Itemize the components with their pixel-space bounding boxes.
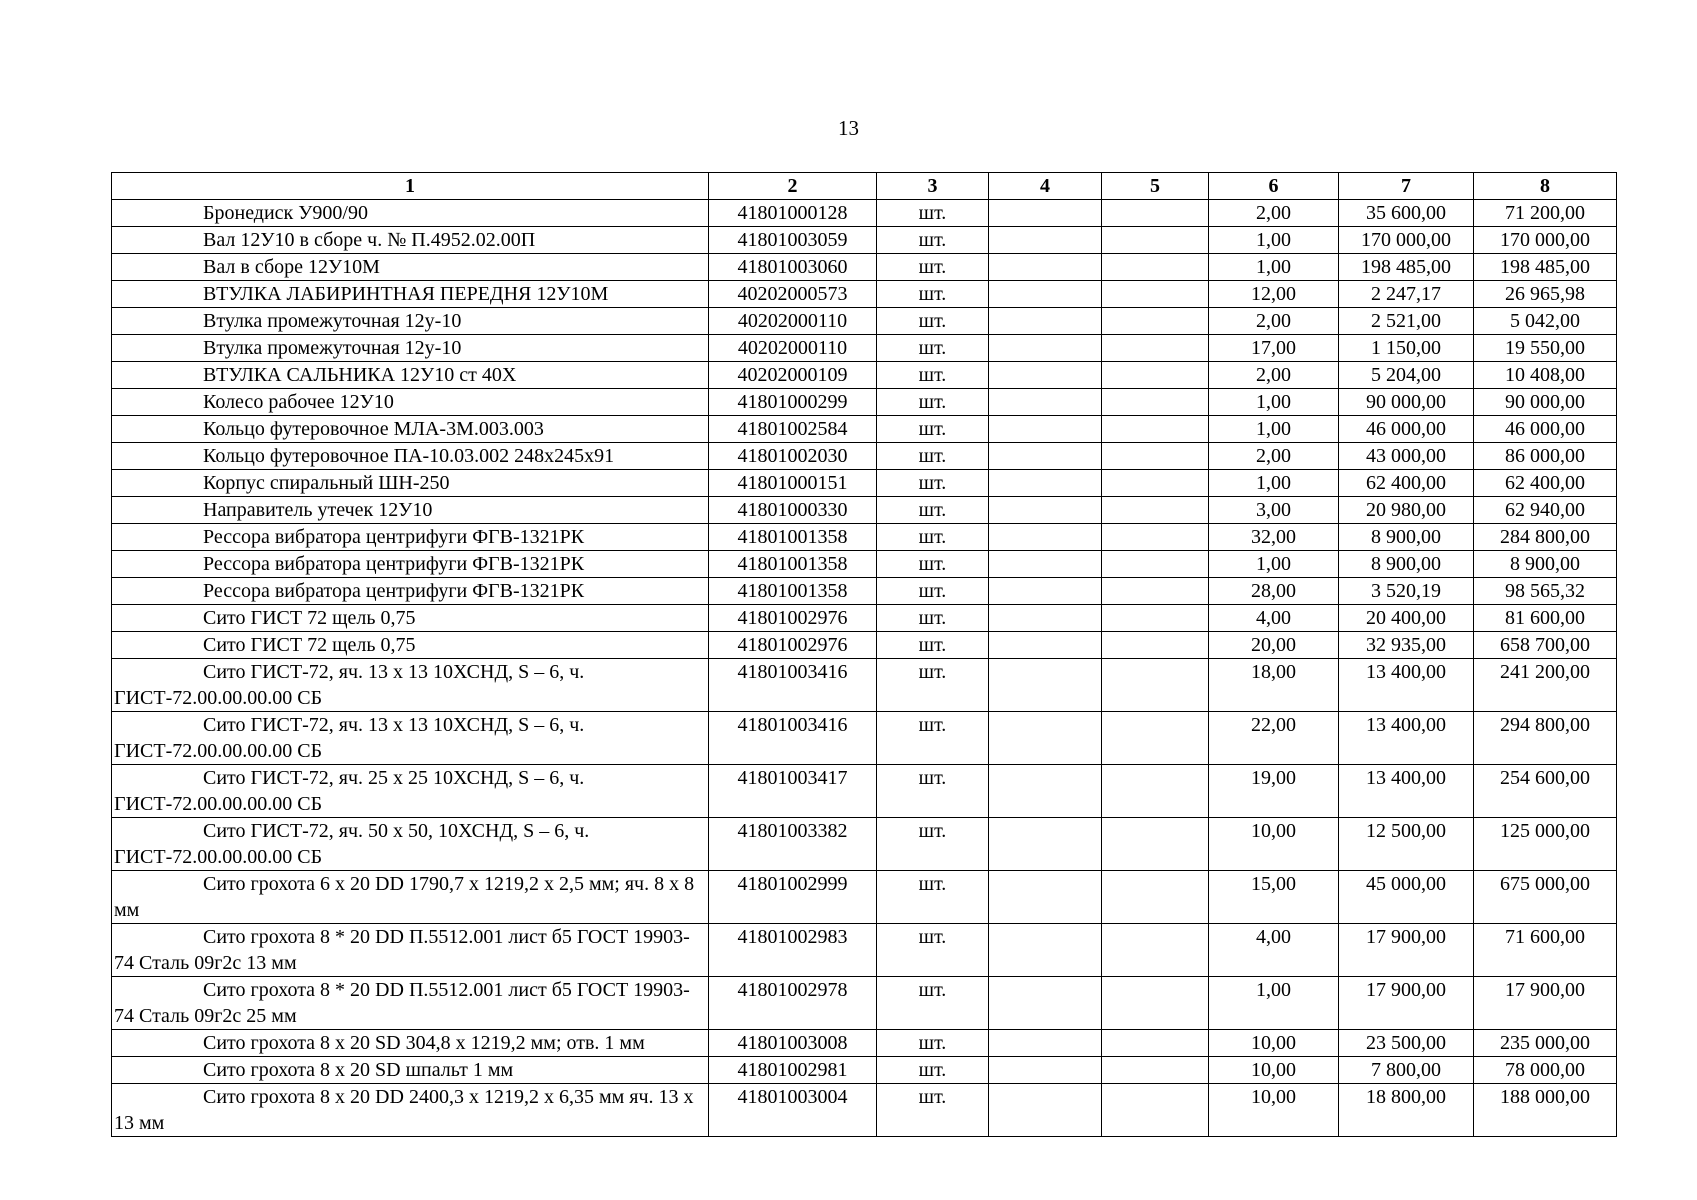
table-row <box>112 389 1617 416</box>
col4-cell <box>989 605 1102 632</box>
quantity-cell: 2,00 <box>1209 362 1339 389</box>
sum-cell: 62 940,00 <box>1474 497 1617 524</box>
item-code-cell: 41801000128 <box>709 200 877 227</box>
col5-cell <box>1102 632 1209 659</box>
price-cell: 43 000,00 <box>1339 443 1474 470</box>
table-row <box>112 443 1617 470</box>
sum-cell: 294 800,00 <box>1474 712 1617 765</box>
table-row <box>112 416 1617 443</box>
table-row <box>112 335 1617 362</box>
item-name-cell: Сито ГИСТ 72 щель 0,75 <box>112 605 709 632</box>
col4-cell <box>989 443 1102 470</box>
item-code-cell: 41801002983 <box>709 924 877 977</box>
sum-cell: 658 700,00 <box>1474 632 1617 659</box>
table-row <box>112 308 1617 335</box>
sum-cell: 19 550,00 <box>1474 335 1617 362</box>
item-code-cell: 40202000110 <box>709 335 877 362</box>
col4-cell <box>989 632 1102 659</box>
sum-cell: 78 000,00 <box>1474 1057 1617 1084</box>
item-code-cell: 41801003416 <box>709 712 877 765</box>
item-name-cell: Сито ГИСТ-72, яч. 25 х 25 10ХСНД, S – 6, ч. ГИСТ-72.00.00.00.00 СБ <box>112 765 709 818</box>
sum-cell: 170 000,00 <box>1474 227 1617 254</box>
col4-cell <box>989 765 1102 818</box>
item-name-cell: Вал 12У10 в сборе ч. № П.4952.02.00П <box>112 227 709 254</box>
unit-cell: шт. <box>877 818 989 871</box>
unit-cell: шт. <box>877 977 989 1030</box>
items-table <box>111 172 1617 1137</box>
col5-cell <box>1102 924 1209 977</box>
sum-cell: 46 000,00 <box>1474 416 1617 443</box>
item-name-cell: Сито грохота 8 х 20 SD шпальт 1 мм <box>112 1057 709 1084</box>
col5-cell <box>1102 1057 1209 1084</box>
quantity-cell: 18,00 <box>1209 659 1339 712</box>
quantity-cell: 10,00 <box>1209 1057 1339 1084</box>
col4-cell <box>989 335 1102 362</box>
col5-cell <box>1102 605 1209 632</box>
header-col-7: 7 <box>1339 173 1474 200</box>
item-name-cell: Вал в сборе 12У10М <box>112 254 709 281</box>
unit-cell: шт. <box>877 551 989 578</box>
item-code-cell: 41801000330 <box>709 497 877 524</box>
sum-cell: 81 600,00 <box>1474 605 1617 632</box>
price-cell: 7 800,00 <box>1339 1057 1474 1084</box>
item-code-cell: 41801003416 <box>709 659 877 712</box>
sum-cell: 62 400,00 <box>1474 470 1617 497</box>
item-name-cell: Рессора вибратора центрифуги ФГВ-1321РК <box>112 524 709 551</box>
price-cell: 13 400,00 <box>1339 659 1474 712</box>
item-name-cell: Сито грохота 8 х 20 SD 304,8 х 1219,2 мм; отв. 1 мм <box>112 1030 709 1057</box>
header-col-2: 2 <box>709 173 877 200</box>
price-cell: 32 935,00 <box>1339 632 1474 659</box>
sum-cell: 98 565,32 <box>1474 578 1617 605</box>
table-row <box>112 632 1617 659</box>
sum-cell: 254 600,00 <box>1474 765 1617 818</box>
table-row <box>112 551 1617 578</box>
col4-cell <box>989 227 1102 254</box>
quantity-cell: 1,00 <box>1209 254 1339 281</box>
quantity-cell: 28,00 <box>1209 578 1339 605</box>
col5-cell <box>1102 470 1209 497</box>
sum-cell: 675 000,00 <box>1474 871 1617 924</box>
col4-cell <box>989 818 1102 871</box>
col4-cell <box>989 308 1102 335</box>
unit-cell: шт. <box>877 389 989 416</box>
table-row <box>112 524 1617 551</box>
sum-cell: 284 800,00 <box>1474 524 1617 551</box>
unit-cell: шт. <box>877 227 989 254</box>
unit-cell: шт. <box>877 605 989 632</box>
unit-cell: шт. <box>877 497 989 524</box>
col4-cell <box>989 977 1102 1030</box>
price-cell: 45 000,00 <box>1339 871 1474 924</box>
table-row <box>112 924 1617 977</box>
price-cell: 5 204,00 <box>1339 362 1474 389</box>
col4-cell <box>989 200 1102 227</box>
sum-cell: 235 000,00 <box>1474 1030 1617 1057</box>
quantity-cell: 12,00 <box>1209 281 1339 308</box>
sum-cell: 188 000,00 <box>1474 1084 1617 1137</box>
table-row <box>112 765 1617 818</box>
col4-cell <box>989 389 1102 416</box>
col4-cell <box>989 712 1102 765</box>
item-code-cell: 41801003004 <box>709 1084 877 1137</box>
col4-cell <box>989 362 1102 389</box>
sum-cell: 26 965,98 <box>1474 281 1617 308</box>
item-name-cell: Бронедиск У900/90 <box>112 200 709 227</box>
item-code-cell: 41801003382 <box>709 818 877 871</box>
col5-cell <box>1102 389 1209 416</box>
item-name-cell: Втулка промежуточная 12у-10 <box>112 335 709 362</box>
unit-cell: шт. <box>877 1030 989 1057</box>
sum-cell: 241 200,00 <box>1474 659 1617 712</box>
col5-cell <box>1102 227 1209 254</box>
quantity-cell: 10,00 <box>1209 1084 1339 1137</box>
sum-cell: 10 408,00 <box>1474 362 1617 389</box>
table-row <box>112 281 1617 308</box>
item-name-cell: Сито грохота 8 * 20 DD П.5512.001 лист б5 ГОСТ 19903-74 Сталь 09г2с 13 мм <box>112 924 709 977</box>
sum-cell: 198 485,00 <box>1474 254 1617 281</box>
table-row <box>112 200 1617 227</box>
item-name-cell: Сито ГИСТ-72, яч. 50 х 50, 10ХСНД, S – 6, ч. ГИСТ-72.00.00.00.00 СБ <box>112 818 709 871</box>
item-name-cell: Сито грохота 8 х 20 DD 2400,3 х 1219,2 х 6,35 мм яч. 13 х 13 мм <box>112 1084 709 1137</box>
quantity-cell: 17,00 <box>1209 335 1339 362</box>
item-name-cell: Рессора вибратора центрифуги ФГВ-1321РК <box>112 551 709 578</box>
table-row <box>112 578 1617 605</box>
col4-cell <box>989 1057 1102 1084</box>
item-name-cell: Сито ГИСТ-72, яч. 13 х 13 10ХСНД, S – 6, ч. ГИСТ-72.00.00.00.00 СБ <box>112 659 709 712</box>
table-row <box>112 254 1617 281</box>
col4-cell <box>989 659 1102 712</box>
unit-cell: шт. <box>877 524 989 551</box>
col4-cell <box>989 551 1102 578</box>
unit-cell: шт. <box>877 712 989 765</box>
col5-cell <box>1102 308 1209 335</box>
item-code-cell: 41801001358 <box>709 551 877 578</box>
table-row <box>112 659 1617 712</box>
sum-cell: 71 200,00 <box>1474 200 1617 227</box>
col5-cell <box>1102 712 1209 765</box>
table-row <box>112 1057 1617 1084</box>
col5-cell <box>1102 578 1209 605</box>
quantity-cell: 1,00 <box>1209 977 1339 1030</box>
item-code-cell: 41801003059 <box>709 227 877 254</box>
price-cell: 3 520,19 <box>1339 578 1474 605</box>
table-row <box>112 227 1617 254</box>
col5-cell <box>1102 818 1209 871</box>
item-code-cell: 41801003008 <box>709 1030 877 1057</box>
quantity-cell: 4,00 <box>1209 605 1339 632</box>
header-row <box>112 173 1617 200</box>
unit-cell: шт. <box>877 470 989 497</box>
col5-cell <box>1102 1030 1209 1057</box>
item-name-cell: ВТУЛКА ЛАБИРИНТНАЯ ПЕРЕДНЯ 12У10М <box>112 281 709 308</box>
unit-cell: шт. <box>877 1057 989 1084</box>
sum-cell: 5 042,00 <box>1474 308 1617 335</box>
price-cell: 2 247,17 <box>1339 281 1474 308</box>
quantity-cell: 10,00 <box>1209 818 1339 871</box>
table-row <box>112 605 1617 632</box>
price-cell: 13 400,00 <box>1339 765 1474 818</box>
unit-cell: шт. <box>877 578 989 605</box>
item-code-cell: 41801002981 <box>709 1057 877 1084</box>
item-name-cell: Сито грохота 6 х 20 DD 1790,7 х 1219,2 х 2,5 мм; яч. 8 х 8 мм <box>112 871 709 924</box>
price-cell: 8 900,00 <box>1339 551 1474 578</box>
price-cell: 18 800,00 <box>1339 1084 1474 1137</box>
price-cell: 20 980,00 <box>1339 497 1474 524</box>
item-code-cell: 41801003417 <box>709 765 877 818</box>
item-name-cell: Кольцо футеровочное МЛА-3М.003.003 <box>112 416 709 443</box>
col4-cell <box>989 524 1102 551</box>
unit-cell: шт. <box>877 416 989 443</box>
item-code-cell: 40202000573 <box>709 281 877 308</box>
quantity-cell: 1,00 <box>1209 470 1339 497</box>
item-name-cell: Сито ГИСТ 72 щель 0,75 <box>112 632 709 659</box>
col4-cell <box>989 1030 1102 1057</box>
header-col-4: 4 <box>989 173 1102 200</box>
price-cell: 17 900,00 <box>1339 977 1474 1030</box>
quantity-cell: 15,00 <box>1209 871 1339 924</box>
quantity-cell: 4,00 <box>1209 924 1339 977</box>
price-cell: 23 500,00 <box>1339 1030 1474 1057</box>
table-row <box>112 712 1617 765</box>
col5-cell <box>1102 443 1209 470</box>
price-cell: 1 150,00 <box>1339 335 1474 362</box>
item-name-cell: Колесо рабочее 12У10 <box>112 389 709 416</box>
sum-cell: 17 900,00 <box>1474 977 1617 1030</box>
price-cell: 12 500,00 <box>1339 818 1474 871</box>
quantity-cell: 1,00 <box>1209 551 1339 578</box>
table-row <box>112 470 1617 497</box>
item-code-cell: 40202000109 <box>709 362 877 389</box>
unit-cell: шт. <box>877 924 989 977</box>
quantity-cell: 1,00 <box>1209 416 1339 443</box>
item-name-cell: Кольцо футеровочное ПА-10.03.002 248х245х91 <box>112 443 709 470</box>
item-code-cell: 41801000299 <box>709 389 877 416</box>
price-cell: 13 400,00 <box>1339 712 1474 765</box>
col4-cell <box>989 497 1102 524</box>
col5-cell <box>1102 1084 1209 1137</box>
quantity-cell: 22,00 <box>1209 712 1339 765</box>
sum-cell: 8 900,00 <box>1474 551 1617 578</box>
sum-cell: 71 600,00 <box>1474 924 1617 977</box>
col5-cell <box>1102 281 1209 308</box>
quantity-cell: 10,00 <box>1209 1030 1339 1057</box>
item-name-cell: Втулка промежуточная 12у-10 <box>112 308 709 335</box>
price-cell: 90 000,00 <box>1339 389 1474 416</box>
col4-cell <box>989 924 1102 977</box>
price-cell: 170 000,00 <box>1339 227 1474 254</box>
price-cell: 20 400,00 <box>1339 605 1474 632</box>
col4-cell <box>989 470 1102 497</box>
item-code-cell: 41801002584 <box>709 416 877 443</box>
item-code-cell: 41801002976 <box>709 605 877 632</box>
table-row <box>112 1030 1617 1057</box>
item-name-cell: Корпус спиральный ШН-250 <box>112 470 709 497</box>
item-name-cell: Сито грохота 8 * 20 DD П.5512.001 лист б5 ГОСТ 19903-74 Сталь 09г2с 25 мм <box>112 977 709 1030</box>
col5-cell <box>1102 524 1209 551</box>
sum-cell: 86 000,00 <box>1474 443 1617 470</box>
col4-cell <box>989 871 1102 924</box>
quantity-cell: 2,00 <box>1209 443 1339 470</box>
unit-cell: шт. <box>877 281 989 308</box>
col5-cell <box>1102 335 1209 362</box>
price-cell: 198 485,00 <box>1339 254 1474 281</box>
quantity-cell: 19,00 <box>1209 765 1339 818</box>
quantity-cell: 32,00 <box>1209 524 1339 551</box>
table-header <box>112 173 1617 200</box>
item-code-cell: 41801002999 <box>709 871 877 924</box>
col5-cell <box>1102 871 1209 924</box>
col4-cell <box>989 281 1102 308</box>
col5-cell <box>1102 497 1209 524</box>
col5-cell <box>1102 254 1209 281</box>
unit-cell: шт. <box>877 871 989 924</box>
col5-cell <box>1102 362 1209 389</box>
quantity-cell: 2,00 <box>1209 308 1339 335</box>
price-cell: 62 400,00 <box>1339 470 1474 497</box>
quantity-cell: 2,00 <box>1209 200 1339 227</box>
col5-cell <box>1102 200 1209 227</box>
page-number: 13 <box>838 116 859 140</box>
item-name-cell: Рессора вибратора центрифуги ФГВ-1321РК <box>112 578 709 605</box>
unit-cell: шт. <box>877 765 989 818</box>
item-name-cell: Направитель утечек 12У10 <box>112 497 709 524</box>
sum-cell: 90 000,00 <box>1474 389 1617 416</box>
price-cell: 46 000,00 <box>1339 416 1474 443</box>
item-code-cell: 41801000151 <box>709 470 877 497</box>
col4-cell <box>989 1084 1102 1137</box>
item-code-cell: 41801003060 <box>709 254 877 281</box>
header-col-6: 6 <box>1209 173 1339 200</box>
col4-cell <box>989 578 1102 605</box>
col5-cell <box>1102 551 1209 578</box>
item-code-cell: 41801002030 <box>709 443 877 470</box>
unit-cell: шт. <box>877 200 989 227</box>
col5-cell <box>1102 416 1209 443</box>
table-row <box>112 871 1617 924</box>
table-row <box>112 1084 1617 1137</box>
unit-cell: шт. <box>877 659 989 712</box>
col5-cell <box>1102 977 1209 1030</box>
header-col-3: 3 <box>877 173 989 200</box>
price-cell: 17 900,00 <box>1339 924 1474 977</box>
header-col-5: 5 <box>1102 173 1209 200</box>
unit-cell: шт. <box>877 308 989 335</box>
item-code-cell: 41801002978 <box>709 977 877 1030</box>
quantity-cell: 20,00 <box>1209 632 1339 659</box>
unit-cell: шт. <box>877 335 989 362</box>
sum-cell: 125 000,00 <box>1474 818 1617 871</box>
unit-cell: шт. <box>877 1084 989 1137</box>
unit-cell: шт. <box>877 632 989 659</box>
header-col-8: 8 <box>1474 173 1617 200</box>
table-body <box>112 200 1617 1137</box>
unit-cell: шт. <box>877 254 989 281</box>
table-row <box>112 362 1617 389</box>
quantity-cell: 3,00 <box>1209 497 1339 524</box>
price-cell: 8 900,00 <box>1339 524 1474 551</box>
col5-cell <box>1102 659 1209 712</box>
unit-cell: шт. <box>877 362 989 389</box>
item-code-cell: 41801001358 <box>709 578 877 605</box>
col4-cell <box>989 254 1102 281</box>
quantity-cell: 1,00 <box>1209 389 1339 416</box>
quantity-cell: 1,00 <box>1209 227 1339 254</box>
price-cell: 2 521,00 <box>1339 308 1474 335</box>
item-name-cell: ВТУЛКА САЛЬНИКА 12У10 ст 40Х <box>112 362 709 389</box>
unit-cell: шт. <box>877 443 989 470</box>
table-row <box>112 977 1617 1030</box>
item-name-cell: Сито ГИСТ-72, яч. 13 х 13 10ХСНД, S – 6, ч. ГИСТ-72.00.00.00.00 СБ <box>112 712 709 765</box>
item-code-cell: 41801001358 <box>709 524 877 551</box>
table-row <box>112 497 1617 524</box>
price-cell: 35 600,00 <box>1339 200 1474 227</box>
col4-cell <box>989 416 1102 443</box>
col5-cell <box>1102 765 1209 818</box>
header-col-1: 1 <box>112 173 709 200</box>
item-code-cell: 41801002976 <box>709 632 877 659</box>
item-code-cell: 40202000110 <box>709 308 877 335</box>
table-row <box>112 818 1617 871</box>
